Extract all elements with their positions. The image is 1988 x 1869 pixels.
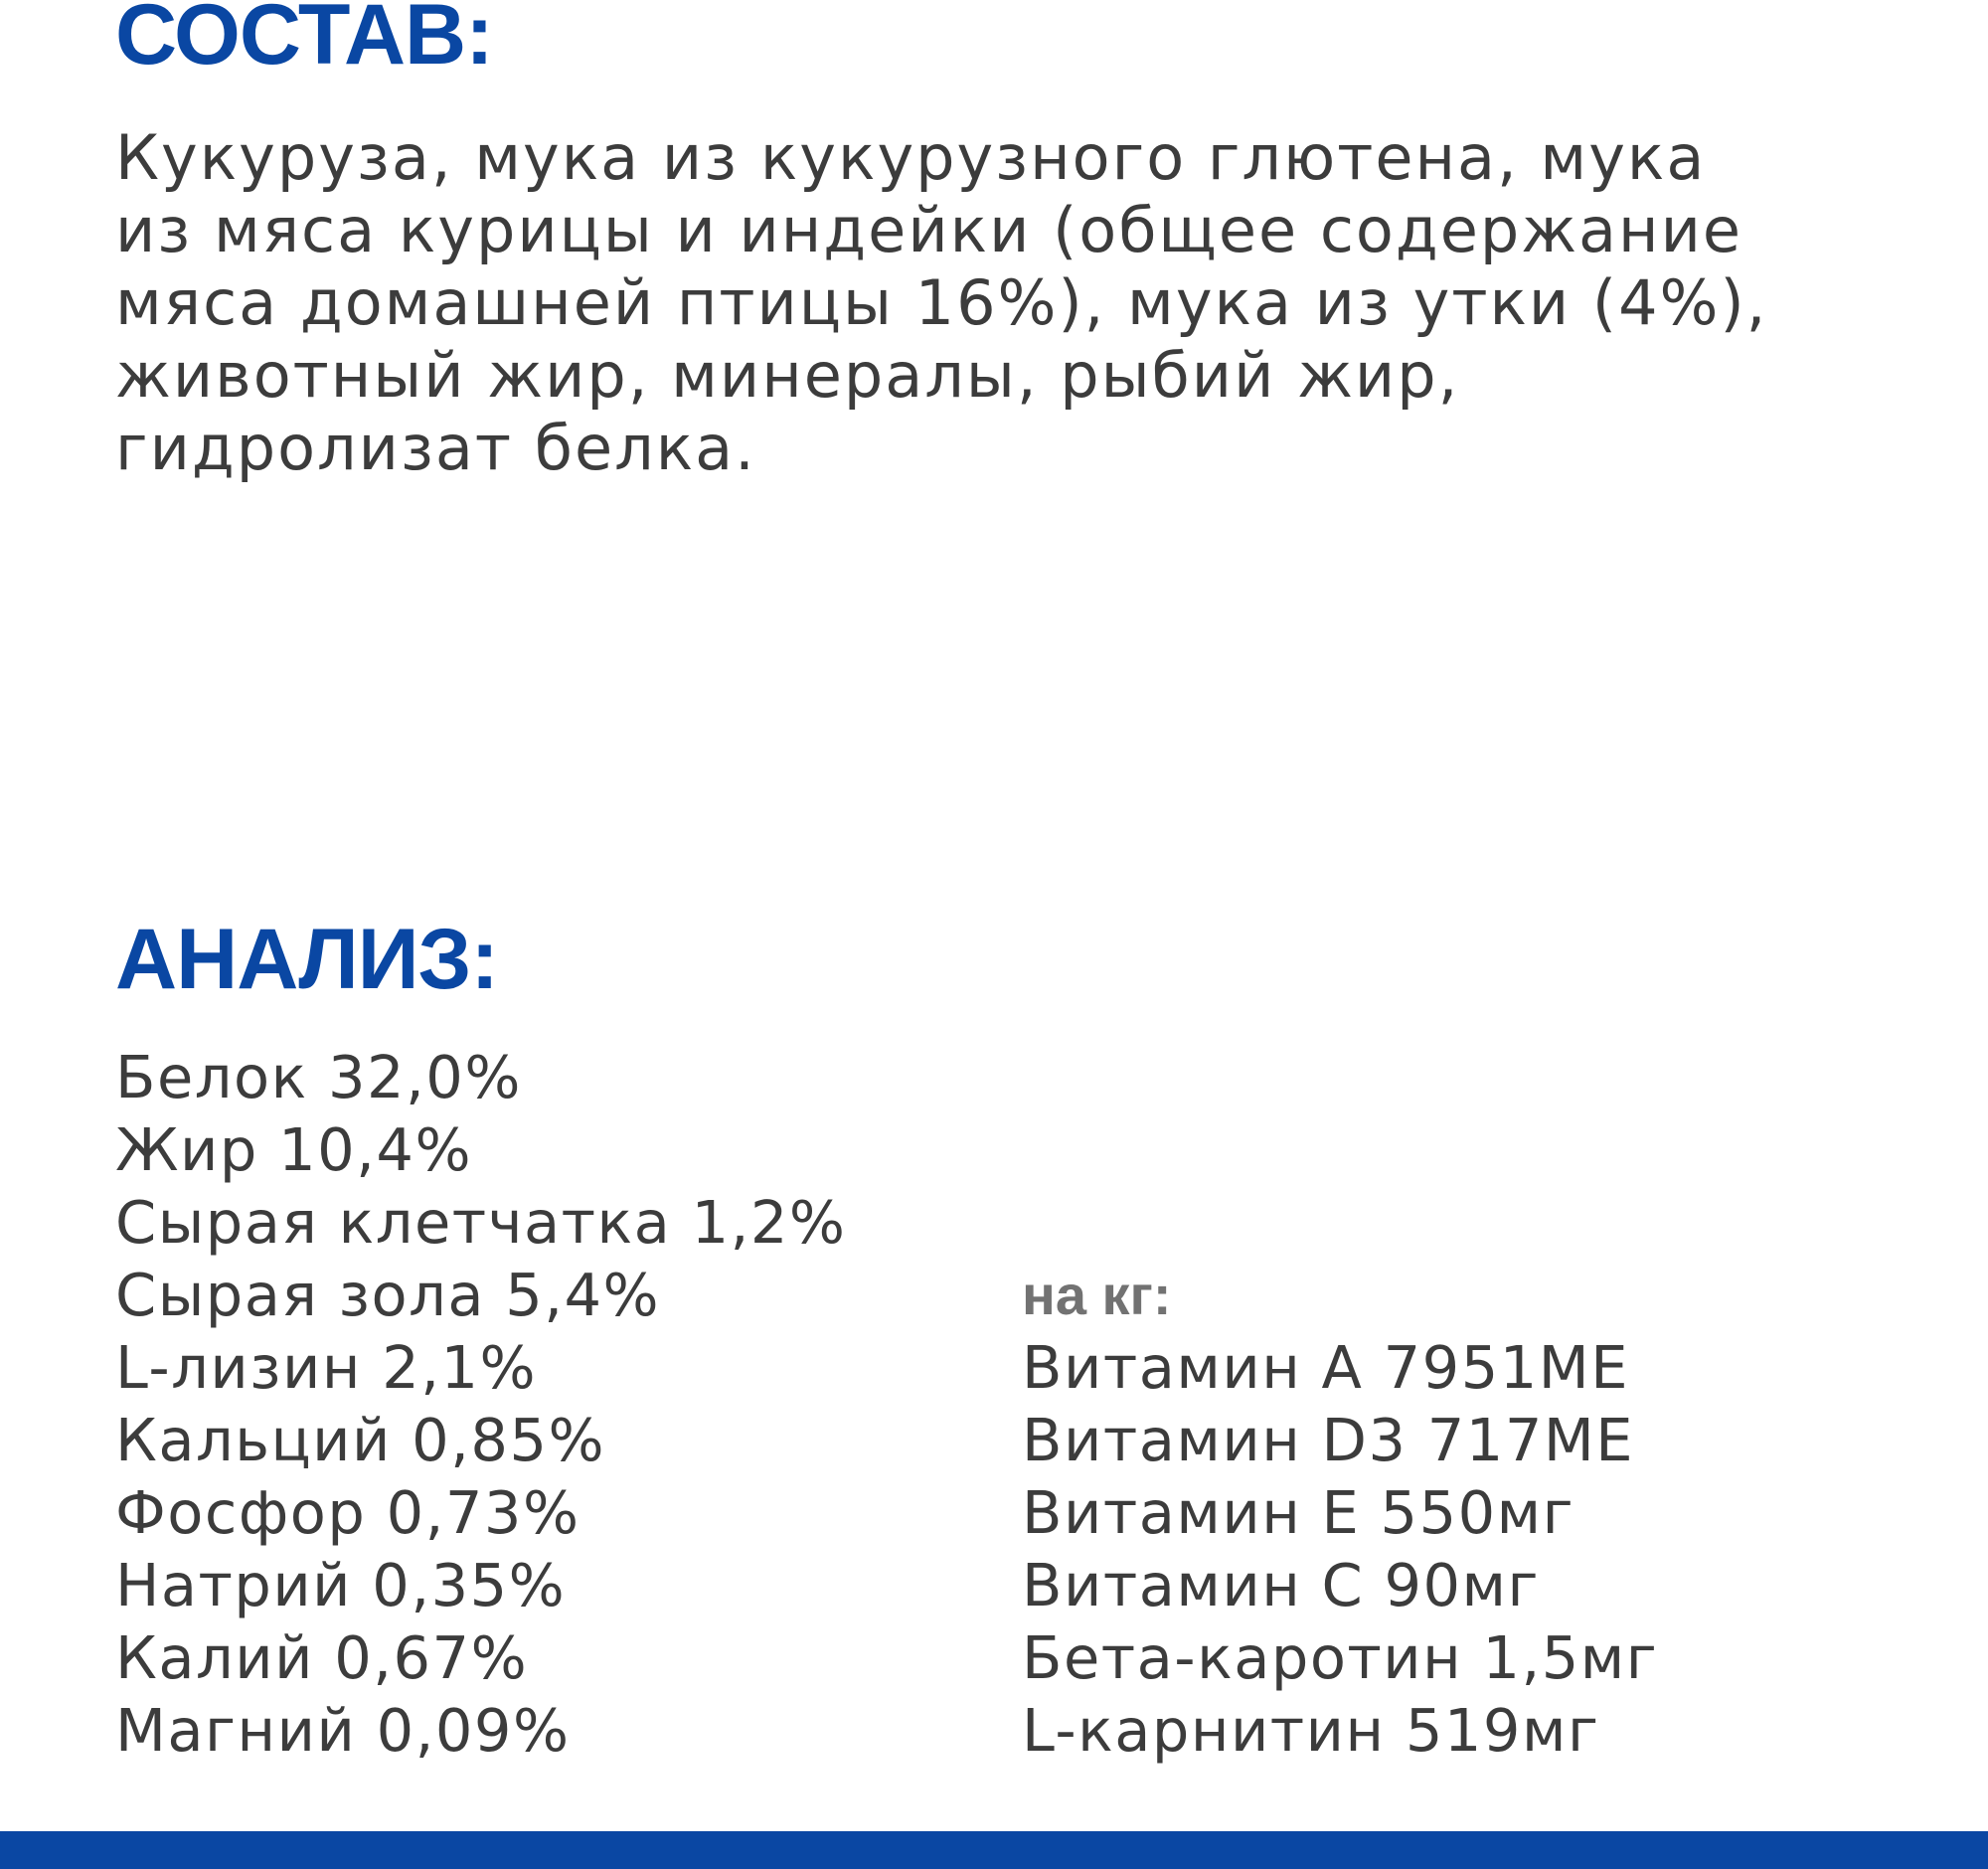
analysis-item-phosphorus: Фосфор 0,73% xyxy=(115,1478,580,1547)
per-kg-item-vitamin-e: Витамин Е 550мг xyxy=(1022,1478,1575,1547)
analysis-item-magnesium: Магний 0,09% xyxy=(115,1696,571,1765)
analysis-item-fat: Жир 10,4% xyxy=(115,1115,473,1184)
analysis-item-ash: Сырая зола 5,4% xyxy=(115,1261,661,1329)
per-kg-item-vitamin-c: Витамин С 90мг xyxy=(1022,1551,1541,1619)
composition-line: из мяса курицы и индейки (общее содержание xyxy=(115,194,1743,266)
analysis-item-fiber: Сырая клетчатка 1,2% xyxy=(115,1188,847,1257)
per-kg-item-l-carnitine: L-карнитин 519мг xyxy=(1022,1696,1600,1765)
analysis-item-lysine: L-лизин 2,1% xyxy=(115,1333,538,1402)
analysis-item-protein: Белок 32,0% xyxy=(115,1043,522,1111)
composition-line: животный жир, минералы, рыбий жир, xyxy=(115,339,1460,412)
analysis-item-calcium: Кальций 0,85% xyxy=(115,1406,606,1474)
analysis-list xyxy=(115,1041,846,1767)
bottom-accent-bar xyxy=(0,1831,1988,1869)
composition-line: мяса домашней птицы 16%), мука из утки (4%), xyxy=(115,266,1768,339)
per-kg-item-beta-carotene: Бета-каротин 1,5мг xyxy=(1022,1623,1659,1692)
composition-heading: СОСТАВ: xyxy=(115,0,493,83)
per-kg-list xyxy=(1022,1331,1658,1767)
analysis-item-potassium: Калий 0,67% xyxy=(115,1623,529,1692)
per-kg-item-vitamin-a: Витамин А 7951МЕ xyxy=(1022,1333,1629,1402)
per-kg-block xyxy=(1022,1259,1658,1767)
composition-text xyxy=(115,121,1905,484)
analysis-item-sodium: Натрий 0,35% xyxy=(115,1551,567,1619)
composition-line: Кукуруза, мука из кукурузного глютена, мука xyxy=(115,121,1707,194)
analysis-heading: АНАЛИЗ: xyxy=(115,912,499,1007)
per-kg-label: на кг: xyxy=(1022,1264,1172,1326)
per-kg-item-vitamin-d3: Витамин D3 717МЕ xyxy=(1022,1406,1635,1474)
composition-line: гидролизат белка. xyxy=(115,412,756,484)
